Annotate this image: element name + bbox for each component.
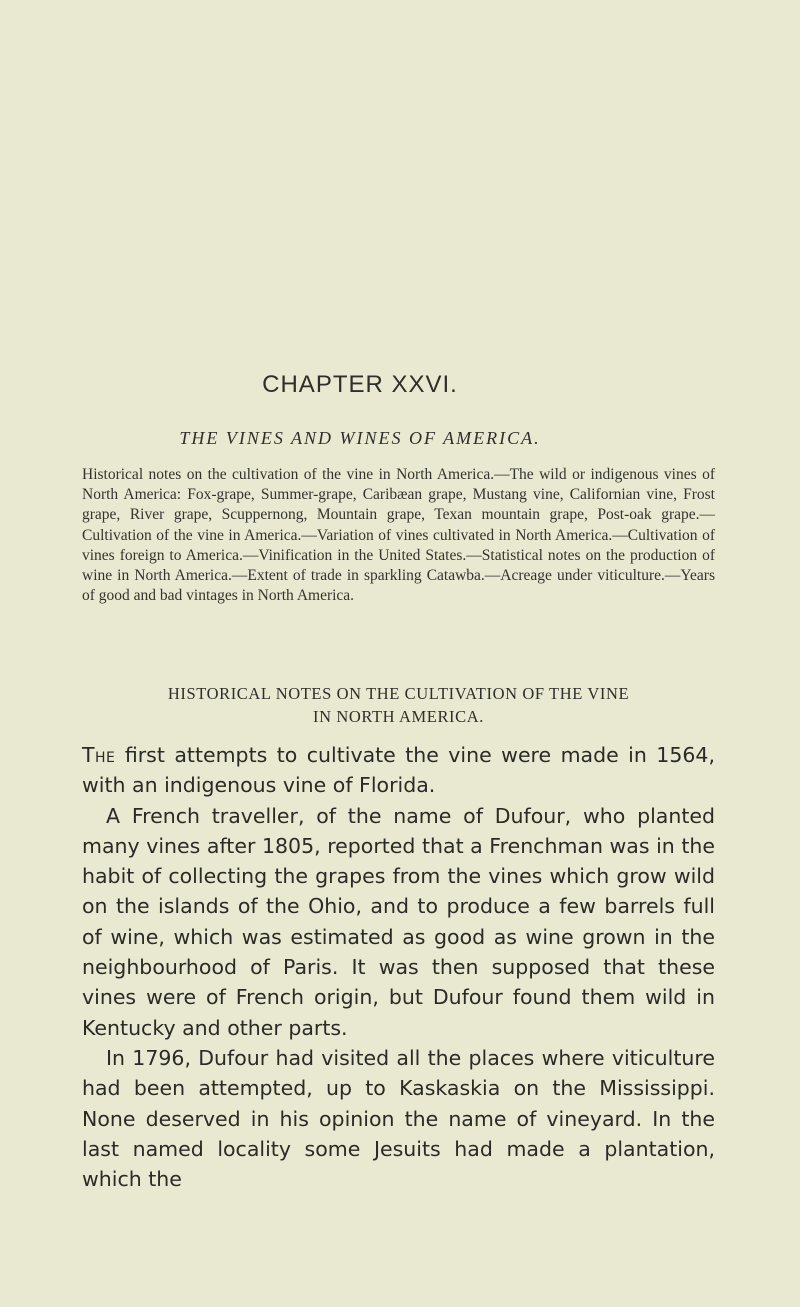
- paragraph-1-lead: The: [82, 743, 116, 767]
- section-heading-line-2: IN NORTH AMERICA.: [312, 707, 484, 726]
- section-heading-line-1: HISTORICAL NOTES ON THE CULTIVATION OF THE VINE: [167, 684, 630, 703]
- chapter-title: CHAPTER XXVI.: [262, 371, 458, 398]
- chapter-summary: Historical notes on the cultivation of the vine in North America.—The wild or indigenous vines of North America: Fox-grape, Summer-grape, Caribæan grape, Mustang vine, Californian vine, Frost grape, River grape, Scuppernong, Mountain grape, Texan mountain grape, Post-oak grape.—Cultivation of the vine in America.—Variation of vines cultivated in North America.—Cultivation of vines foreign to America.—Vinification in the United States.—Statistical notes on the production of wine in North America.—Extent of trade in sparkling Catawba.—Acreage under viticulture.—Years of good and bad vintages in North America.: [82, 466, 715, 605]
- paragraph-2: A French traveller, of the name of Dufour, who planted many vines after 1805, reported that a Frenchman was in the habit of collecting the grapes from the vines which grow wild on the islands of the Ohio, and to produce a few barrels full of wine, which was estimated as good as wine grown in the neighbourhood of Paris. It was then supposed that these vines were of French origin, but Dufour found them wild in Kentucky and other parts.: [82, 803, 715, 1040]
- paragraph-1: [82, 740, 715, 801]
- paragraph-1-text: first attempts to cultivate the vine were made in 1564, with an indigenous vine of Florida.: [82, 743, 715, 798]
- paragraph-3: In 1796, Dufour had visited all the places where viticulture had been attempted, up to Kaskaskia on the Mississippi. None deserved in his opinion the name of vineyard. In the last named locality some Jesuits had made a plantation, which the: [82, 1045, 715, 1192]
- chapter-subtitle: THE VINES AND WINES OF AMERICA.: [179, 428, 541, 448]
- section-heading: [82, 682, 715, 728]
- body-text: [82, 740, 715, 1194]
